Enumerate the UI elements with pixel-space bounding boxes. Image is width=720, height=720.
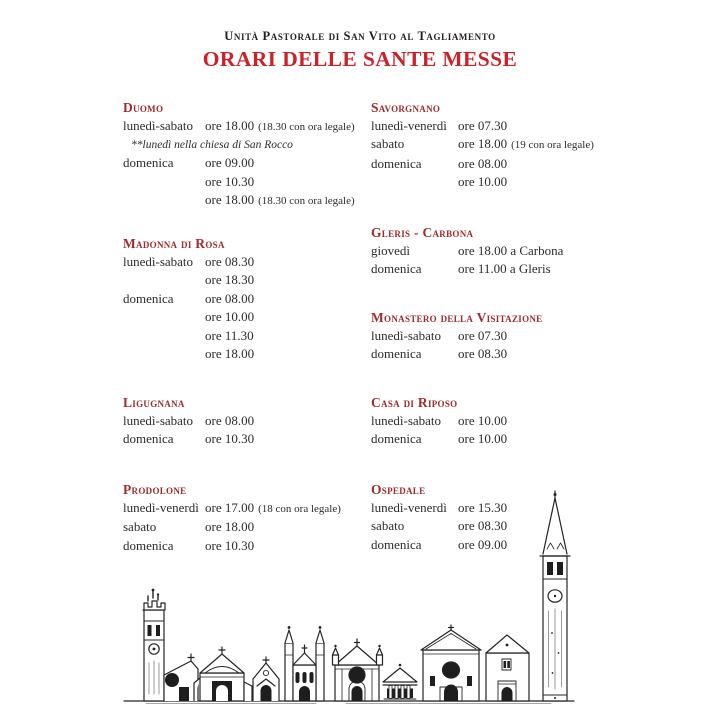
time-value: ore 10.00 [458, 174, 508, 190]
time-value: ore 07.30 [458, 118, 508, 133]
day-label: sabato [371, 136, 405, 152]
schedule-row [371, 260, 563, 278]
day-label: domenica [371, 536, 422, 552]
schedule-row [371, 135, 594, 154]
day-label: lunedì-sabato [123, 254, 194, 269]
time-value: ore 09.00 [205, 155, 255, 171]
schedule-row [123, 345, 254, 363]
section-savorgnano [371, 98, 594, 192]
section-title: Prodolone [123, 482, 187, 497]
time-note: (19 con ora legale) [511, 139, 594, 152]
day-label: lunedì-sabato [371, 413, 442, 428]
schedule-row [123, 173, 355, 191]
time-value: ore 15.30 [458, 500, 508, 515]
time-value: ore 18.00 [205, 118, 255, 133]
schedule-row [123, 117, 355, 136]
time-value: ore 17.00 [205, 500, 255, 515]
time-value: ore 10.30 [205, 431, 255, 447]
page-title: ORARI DELLE SANTE MESSE [202, 47, 518, 71]
schedule-row [371, 327, 542, 345]
section-casa-di-riposo [371, 393, 507, 449]
day-label: sabato [371, 518, 405, 534]
time-value: ore 08.30 [205, 254, 255, 269]
day-label: lunedì-sabato [371, 328, 442, 343]
day-label: domenica [371, 431, 422, 447]
time-note: (18.30 con ora legale) [258, 195, 355, 208]
schedule-row [371, 430, 507, 448]
time-value: ore 08.00 [205, 290, 255, 306]
churches-skyline-illustration [106, 483, 586, 711]
day-label: lunedì-sabato [123, 413, 194, 428]
time-note: (18 con ora legale) [258, 503, 341, 515]
day-label: domenica [123, 290, 174, 306]
section-title: Gleris - Carbona [371, 225, 474, 240]
day-label: domenica [371, 346, 422, 362]
time-value: ore 09.00 [458, 536, 508, 552]
section-duomo [123, 98, 355, 211]
section-monastero-della-visitazione [371, 308, 542, 364]
schedule-row [371, 155, 594, 173]
time-value: ore 10.00 [205, 309, 255, 325]
section-title: Madonna di Rosa [123, 236, 225, 251]
time-note: (18.30 con ora legale) [258, 121, 355, 133]
day-label: lunedì-venerdì [371, 500, 447, 515]
day-label: domenica [123, 431, 174, 447]
schedule-row [123, 154, 355, 172]
day-label: domenica [371, 155, 422, 171]
time-value: ore 18.30 [205, 272, 255, 288]
section-gleris-carbona [371, 223, 563, 279]
day-label: lunedì-venerdì [123, 500, 199, 515]
schedule-row [371, 117, 594, 135]
time-value: ore 11.30 [205, 327, 254, 343]
time-value: ore 18.00 [205, 346, 255, 362]
section-madonna-di-rosa [123, 234, 254, 363]
time-value: ore 07.30 [458, 328, 508, 343]
schedule-row [371, 345, 542, 363]
time-value: ore 08.30 [458, 346, 508, 362]
time-value: ore 10.00 [458, 413, 508, 428]
time-value: ore 10.00 [458, 431, 508, 447]
day-label: domenica [123, 155, 174, 171]
time-value: ore 18.00 [205, 192, 255, 208]
schedule-row [123, 290, 254, 308]
day-label: giovedì [371, 243, 410, 258]
footnote: **lunedì nella chiesa di San Rocco [131, 139, 293, 152]
section-title: Ospedale [371, 482, 426, 497]
section-title: Duomo [123, 100, 164, 115]
page-header [0, 29, 720, 71]
time-value: ore 18.00 [205, 519, 255, 535]
time-value: ore 18.00 a Carbona [458, 243, 564, 258]
time-value: ore 08.30 [458, 518, 508, 534]
schedule-row [371, 242, 563, 260]
schedule-row [123, 327, 254, 345]
schedule-row [123, 412, 254, 430]
section-title: Monastero della Visitazione [371, 310, 543, 325]
schedule-row [371, 412, 507, 430]
day-label: domenica [123, 537, 174, 553]
time-value: ore 08.00 [205, 413, 255, 428]
section-title: Casa di Riposo [371, 395, 458, 410]
schedule-row [123, 430, 254, 448]
day-label: sabato [123, 519, 157, 535]
time-value: ore 10.30 [205, 173, 255, 189]
day-label: lunedì-venerdì [371, 118, 447, 133]
section-title: Ligugnana [123, 395, 185, 410]
section-ligugnana [123, 393, 254, 449]
schedule-row [123, 253, 254, 271]
schedule-row [123, 271, 254, 289]
schedule-row [123, 191, 355, 210]
schedule-row [371, 173, 594, 191]
schedule-row [123, 308, 254, 326]
section-title: Savorgnano [371, 100, 441, 115]
time-value: ore 08.00 [458, 155, 508, 171]
day-label: domenica [371, 261, 422, 277]
day-label: lunedì-sabato [123, 118, 194, 133]
parish-unit-subtitle: Unità Pastorale di San Vito al Tagliamento [224, 29, 496, 43]
time-value: ore 10.30 [205, 537, 255, 553]
time-value: ore 18.00 [458, 136, 508, 152]
time-value: ore 11.00 a Gleris [458, 261, 551, 277]
